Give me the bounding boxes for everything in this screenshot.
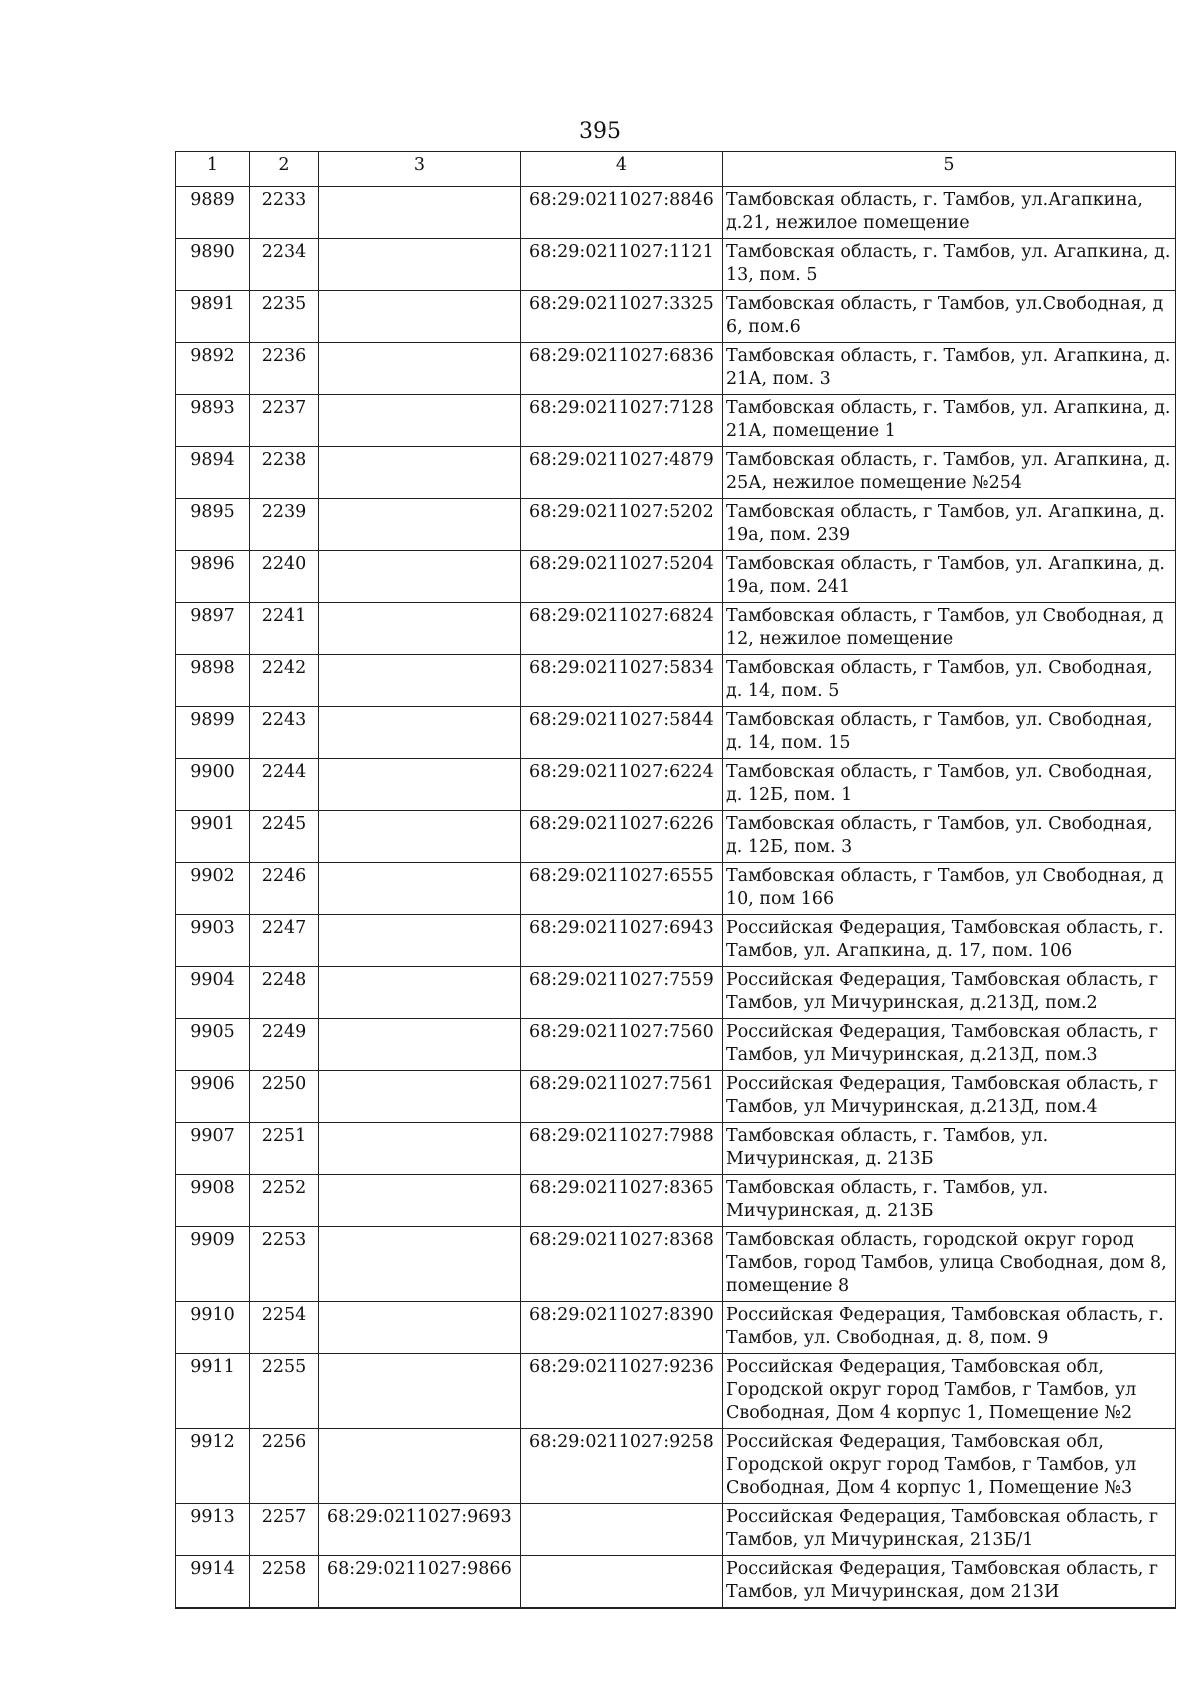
table-row	[176, 1556, 1176, 1609]
table-row	[176, 1429, 1176, 1504]
cadastral-number-cell: 68:29:0211027:6943	[521, 915, 723, 967]
item-number-cell: 2248	[250, 967, 319, 1019]
cadastral-number-cell: 68:29:0211027:6824	[521, 603, 723, 655]
table-row	[176, 863, 1176, 915]
address-cell: Тамбовская область, г Тамбов, ул. Агапкина, д. 19а, пом. 241	[723, 551, 1176, 603]
cadastral-number-cell	[319, 967, 521, 1019]
cadastral-number-cell	[319, 915, 521, 967]
cadastral-number-cell	[319, 343, 521, 395]
item-number-cell: 2245	[250, 811, 319, 863]
item-number-cell: 2256	[250, 1429, 319, 1504]
cadastral-number-cell: 68:29:0211027:1121	[521, 239, 723, 291]
table-row	[176, 967, 1176, 1019]
table-row	[176, 291, 1176, 343]
cadastral-number-cell: 68:29:0211027:3325	[521, 291, 723, 343]
cadastral-number-cell: 68:29:0211027:6555	[521, 863, 723, 915]
cadastral-number-cell	[319, 291, 521, 343]
cadastral-number-cell: 68:29:0211027:7128	[521, 395, 723, 447]
address-cell: Тамбовская область, г Тамбов, ул. Агапкина, д. 19а, пом. 239	[723, 499, 1176, 551]
row-number-cell: 9899	[176, 707, 250, 759]
address-cell: Тамбовская область, г Тамбов, ул. Свободная, д. 12Б, пом. 1	[723, 759, 1176, 811]
cadastral-number-cell	[319, 395, 521, 447]
item-number-cell: 2258	[250, 1556, 319, 1609]
table-row	[176, 655, 1176, 707]
table-row	[176, 187, 1176, 239]
row-number-cell: 9901	[176, 811, 250, 863]
address-cell: Российская Федерация, Тамбовская область, г Тамбов, ул Мичуринская, 213Б/1	[723, 1504, 1176, 1556]
row-number-cell: 9897	[176, 603, 250, 655]
item-number-cell: 2240	[250, 551, 319, 603]
address-cell: Тамбовская область, г Тамбов, ул. Свободная, д. 14, пом. 5	[723, 655, 1176, 707]
table-row	[176, 1504, 1176, 1556]
cadastral-number-cell	[521, 1504, 723, 1556]
row-number-cell: 9913	[176, 1504, 250, 1556]
item-number-cell: 2247	[250, 915, 319, 967]
cadastral-number-cell	[521, 1556, 723, 1609]
address-cell: Тамбовская область, г Тамбов, ул Свободная, д 10, пом 166	[723, 863, 1176, 915]
item-number-cell: 2237	[250, 395, 319, 447]
registry-table	[175, 151, 1176, 1609]
item-number-cell: 2254	[250, 1302, 319, 1354]
table-header	[176, 152, 1176, 187]
cadastral-number-cell	[319, 187, 521, 239]
cadastral-number-cell	[319, 1019, 521, 1071]
table-row	[176, 1302, 1176, 1354]
row-number-cell: 9904	[176, 967, 250, 1019]
column-header-1: 1	[176, 152, 250, 187]
address-cell: Российская Федерация, Тамбовская область, г Тамбов, ул Мичуринская, д.213Д, пом.4	[723, 1071, 1176, 1123]
address-cell: Тамбовская область, г Тамбов, ул Свободная, д 12, нежилое помещение	[723, 603, 1176, 655]
address-cell: Тамбовская область, г. Тамбов, ул.Агапкина, д.21, нежилое помещение	[723, 187, 1176, 239]
table-row	[176, 1123, 1176, 1175]
table-row	[176, 239, 1176, 291]
cadastral-number-cell	[319, 447, 521, 499]
address-cell: Тамбовская область, г. Тамбов, ул. Агапкина, д. 21А, помещение 1	[723, 395, 1176, 447]
cadastral-number-cell: 68:29:0211027:9866	[319, 1556, 521, 1609]
item-number-cell: 2255	[250, 1354, 319, 1429]
row-number-cell: 9890	[176, 239, 250, 291]
row-number-cell: 9900	[176, 759, 250, 811]
table-row	[176, 499, 1176, 551]
cadastral-number-cell	[319, 655, 521, 707]
table-row	[176, 811, 1176, 863]
item-number-cell: 2251	[250, 1123, 319, 1175]
row-number-cell: 9889	[176, 187, 250, 239]
table-row	[176, 447, 1176, 499]
address-cell: Российская Федерация, Тамбовская область, г. Тамбов, ул. Агапкина, д. 17, пом. 106	[723, 915, 1176, 967]
row-number-cell: 9894	[176, 447, 250, 499]
table-row	[176, 603, 1176, 655]
cadastral-number-cell: 68:29:0211027:6226	[521, 811, 723, 863]
item-number-cell: 2238	[250, 447, 319, 499]
row-number-cell: 9892	[176, 343, 250, 395]
cadastral-number-cell: 68:29:0211027:7559	[521, 967, 723, 1019]
cadastral-number-cell	[319, 1302, 521, 1354]
cadastral-number-cell: 68:29:0211027:5834	[521, 655, 723, 707]
address-cell: Тамбовская область, г. Тамбов, ул. Мичуринская, д. 213Б	[723, 1175, 1176, 1227]
cadastral-number-cell: 68:29:0211027:7988	[521, 1123, 723, 1175]
cadastral-number-cell: 68:29:0211027:8846	[521, 187, 723, 239]
table-row	[176, 1354, 1176, 1429]
row-number-cell: 9914	[176, 1556, 250, 1609]
table-row	[176, 1019, 1176, 1071]
cadastral-number-cell: 68:29:0211027:6224	[521, 759, 723, 811]
table-row	[176, 343, 1176, 395]
cadastral-number-cell: 68:29:0211027:5844	[521, 707, 723, 759]
address-cell: Тамбовская область, городской округ город Тамбов, город Тамбов, улица Свободная, дом 8, помещение 8	[723, 1227, 1176, 1302]
column-header-3: 3	[319, 152, 521, 187]
table-row	[176, 1175, 1176, 1227]
cadastral-number-cell	[319, 707, 521, 759]
page-number: 395	[579, 119, 621, 144]
cadastral-number-cell: 68:29:0211027:9236	[521, 1354, 723, 1429]
table-row	[176, 915, 1176, 967]
item-number-cell: 2241	[250, 603, 319, 655]
row-number-cell: 9898	[176, 655, 250, 707]
cadastral-number-cell	[319, 551, 521, 603]
cadastral-number-cell	[319, 759, 521, 811]
row-number-cell: 9906	[176, 1071, 250, 1123]
item-number-cell: 2233	[250, 187, 319, 239]
address-cell: Российская Федерация, Тамбовская область, г Тамбов, ул Мичуринская, д.213Д, пом.3	[723, 1019, 1176, 1071]
item-number-cell: 2239	[250, 499, 319, 551]
table-row	[176, 1071, 1176, 1123]
item-number-cell: 2249	[250, 1019, 319, 1071]
address-cell: Тамбовская область, г Тамбов, ул. Свободная, д. 14, пом. 15	[723, 707, 1176, 759]
table-row	[176, 395, 1176, 447]
item-number-cell: 2252	[250, 1175, 319, 1227]
cadastral-number-cell: 68:29:0211027:8365	[521, 1175, 723, 1227]
address-cell: Российская Федерация, Тамбовская область, г Тамбов, ул Мичуринская, дом 213И	[723, 1556, 1176, 1609]
item-number-cell: 2253	[250, 1227, 319, 1302]
table-row	[176, 551, 1176, 603]
table-row	[176, 707, 1176, 759]
cadastral-number-cell: 68:29:0211027:4879	[521, 447, 723, 499]
cadastral-number-cell: 68:29:0211027:8390	[521, 1302, 723, 1354]
column-header-4: 4	[521, 152, 723, 187]
item-number-cell: 2244	[250, 759, 319, 811]
cadastral-number-cell	[319, 1227, 521, 1302]
cadastral-number-cell	[319, 1175, 521, 1227]
item-number-cell: 2234	[250, 239, 319, 291]
address-cell: Тамбовская область, г. Тамбов, ул. Агапкина, д. 13, пом. 5	[723, 239, 1176, 291]
row-number-cell: 9891	[176, 291, 250, 343]
row-number-cell: 9896	[176, 551, 250, 603]
cadastral-number-cell	[319, 811, 521, 863]
cadastral-number-cell: 68:29:0211027:5204	[521, 551, 723, 603]
cadastral-number-cell	[319, 1354, 521, 1429]
address-cell: Российская Федерация, Тамбовская обл, Городской округ город Тамбов, г Тамбов, ул Свободная, Дом 4 корпус 1, Помещение №2	[723, 1354, 1176, 1429]
item-number-cell: 2250	[250, 1071, 319, 1123]
address-cell: Тамбовская область, г Тамбов, ул.Свободная, д 6, пом.6	[723, 291, 1176, 343]
item-number-cell: 2243	[250, 707, 319, 759]
cadastral-number-cell	[319, 239, 521, 291]
row-number-cell: 9893	[176, 395, 250, 447]
cadastral-number-cell	[319, 1071, 521, 1123]
column-header-5: 5	[723, 152, 1176, 187]
cadastral-number-cell: 68:29:0211027:7560	[521, 1019, 723, 1071]
item-number-cell: 2236	[250, 343, 319, 395]
row-number-cell: 9903	[176, 915, 250, 967]
cadastral-number-cell	[319, 1429, 521, 1504]
cadastral-number-cell	[319, 1123, 521, 1175]
address-cell: Тамбовская область, г Тамбов, ул. Свободная, д. 12Б, пом. 3	[723, 811, 1176, 863]
table-row	[176, 1227, 1176, 1302]
row-number-cell: 9908	[176, 1175, 250, 1227]
row-number-cell: 9905	[176, 1019, 250, 1071]
address-cell: Тамбовская область, г. Тамбов, ул. Агапкина, д. 21А, пом. 3	[723, 343, 1176, 395]
row-number-cell: 9911	[176, 1354, 250, 1429]
cadastral-number-cell: 68:29:0211027:9693	[319, 1504, 521, 1556]
row-number-cell: 9902	[176, 863, 250, 915]
item-number-cell: 2242	[250, 655, 319, 707]
table-body	[176, 187, 1176, 1609]
item-number-cell: 2257	[250, 1504, 319, 1556]
cadastral-number-cell	[319, 499, 521, 551]
address-cell: Тамбовская область, г. Тамбов, ул. Мичуринская, д. 213Б	[723, 1123, 1176, 1175]
item-number-cell: 2235	[250, 291, 319, 343]
cadastral-number-cell: 68:29:0211027:8368	[521, 1227, 723, 1302]
row-number-cell: 9909	[176, 1227, 250, 1302]
cadastral-number-cell: 68:29:0211027:7561	[521, 1071, 723, 1123]
address-cell: Российская Федерация, Тамбовская область, г. Тамбов, ул. Свободная, д. 8, пом. 9	[723, 1302, 1176, 1354]
row-number-cell: 9907	[176, 1123, 250, 1175]
cadastral-number-cell: 68:29:0211027:6836	[521, 343, 723, 395]
address-cell: Тамбовская область, г. Тамбов, ул. Агапкина, д. 25А, нежилое помещение №254	[723, 447, 1176, 499]
row-number-cell: 9912	[176, 1429, 250, 1504]
address-cell: Российская Федерация, Тамбовская обл, Городской округ город Тамбов, г Тамбов, ул Свободная, Дом 4 корпус 1, Помещение №3	[723, 1429, 1176, 1504]
row-number-cell: 9895	[176, 499, 250, 551]
cadastral-number-cell	[319, 603, 521, 655]
column-header-2: 2	[250, 152, 319, 187]
header-row	[176, 152, 1176, 187]
cadastral-number-cell	[319, 863, 521, 915]
cadastral-number-cell: 68:29:0211027:5202	[521, 499, 723, 551]
item-number-cell: 2246	[250, 863, 319, 915]
address-cell: Российская Федерация, Тамбовская область, г Тамбов, ул Мичуринская, д.213Д, пом.2	[723, 967, 1176, 1019]
cadastral-number-cell: 68:29:0211027:9258	[521, 1429, 723, 1504]
row-number-cell: 9910	[176, 1302, 250, 1354]
table-row	[176, 759, 1176, 811]
